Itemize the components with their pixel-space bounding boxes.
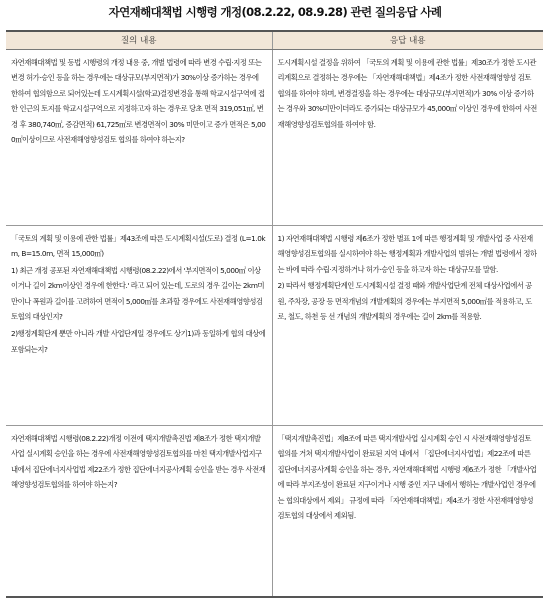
answer-text: 「택지개발촉진법」제8조에 따른 택지개발사업 실시계획 승인 시 사전재해영향성검토협의를 거쳐 택지개발사업이 완료된 지역 내에서 「집단에너지사업법」제22조에 따른 집단에너지공사계획 승인을 하는 경우, 자연재해대책법 시행령 제6조가 정한 「개발사업에 따라 부지조성이 완료된 지구이거나 시행 중인 지구 내에서 행하는 개발사업인 경우에는 협의대상에서 제외」 규정에 따라 「자연재해대책법」제4조가 정한 사전재해영향성검토협의 대상에서 제외됨.	[277, 433, 537, 521]
question-text: 「국토의 계획 및 이용에 관한 법률」제43조에 따른 도시계획시설(도로) 결정 (L=1.0km, B=15.0m, 면적 15,000㎡)	[11, 233, 266, 259]
question-cell	[6, 225, 272, 425]
answer-text: 도시계획시설 결정을 위하여 「국토의 계획 및 이용에 관한 법률」제30조가 정한 도시관리계획으로 결정하는 경우에는 「자연재해대책법」제4조가 정한 사전재해영향성 검토협의를 하여야 하며, 변경결정을 하는 경우에는 대상규모(부지면적)가 30% 이상 증가하는 경우와 30%미만이더라도 증가되는 대상규모가 45,000㎡ 이상인 경우에 한하여 사전재해영향성검토협의를 하여야 함.	[277, 57, 537, 129]
answer-text: 2) 따라서 행정계획단계인 도시계획시설 결정 때와 개발사업단계 전체 대상사업에서 공원, 주차장, 공장 등 면적개념의 개발계획의 경우에는 부지면적 5,000㎡를 적용하고, 도로, 철도, 하천 등 선 개념의 개발계획의 경우에는 길이 2km를 적용함.	[277, 281, 532, 322]
question-cell	[6, 425, 272, 597]
answer-cell	[272, 425, 543, 597]
answer-cell	[272, 49, 543, 225]
question-text: 1) 최근 개정 공포된 자연재해대책법 시행령(08.2.22)에서 '부지면적이 5,000㎡ 이상이거나 길이 2km이상인 경우에 한한다.' 라고 되어 있는데, 도로의 경우 길이는 2km미만이나 폭원과 길이를 고려하여 면적이 5,000㎡를 초과할 경우에도 사전재해영향성검토협의 대상인지?	[11, 265, 265, 322]
table-row	[6, 225, 543, 425]
question-text: 자연재해대책법 시행령(08.2.22)개정 이전에 택지개발촉진법 제8조가 정한 택지개발사업 실시계획 승인을 하는 경우에 사전재해영향성검토협의를 마친 택지개발사업지구 내에서 집단에너지사업법 제22조가 정한 집단에너지공사계획 승인을 받는 경우 사전재해영향성검토협의를 하여야 하는지?	[11, 433, 266, 490]
qa-table	[6, 30, 543, 598]
question-cell	[6, 49, 272, 225]
table-row	[6, 425, 543, 597]
header-question: 질의 내용	[6, 31, 272, 49]
document-title: 자연재해대책법 시행령 개정(08.2.22, 08.9.28) 관련 질의응답 사례	[108, 5, 442, 19]
question-text: 자연재해대책법 및 동법 시행령의 개정 내용 중, 개별 법령에 따라 변경 수립·지정 또는 변경 허가·승인 등을 하는 경우에는 대상규모(부지면적)가 30%이상 증가하는 경우에 한하여 협의함으로 되어있는데 도시계획시설(학교)결정변경을 통해 학교시설구역에 접한 인근의 토지를 학교시설구역으로 지정하고자 하는 경우로 당초 면적 319,051㎡, 변경 후 380,740㎡, 증감면적) 61,725㎡로 변경면적이 30% 미만이고 증가 면적은 5,000㎡이상이므로 사전재해영향성검토 협의를 하여야 하는지?	[11, 57, 266, 145]
answer-cell	[272, 225, 543, 425]
header-answer: 응답 내용	[272, 31, 543, 49]
answer-text: 1) 자연재해대책법 시행령 제6조가 정한 별표 1에 따른 행정계획 및 개발사업 중 사전재해영향성검토협의를 실시하여야 하는 행정계획과 개발사업의 범위는 개별 법령에서 정하는 바에 따라 수립·지정하거나 허가·승인 등을 하고자 하는 대상규모를 말함.	[277, 233, 537, 274]
question-text: 2)행정계획단계 뿐만 아니라 개발 사업단계일 경우에도 상기1)과 동일하게 협의 대상에 포함되는지?	[11, 329, 266, 354]
table-row	[6, 49, 543, 225]
table-header-row	[6, 31, 543, 49]
